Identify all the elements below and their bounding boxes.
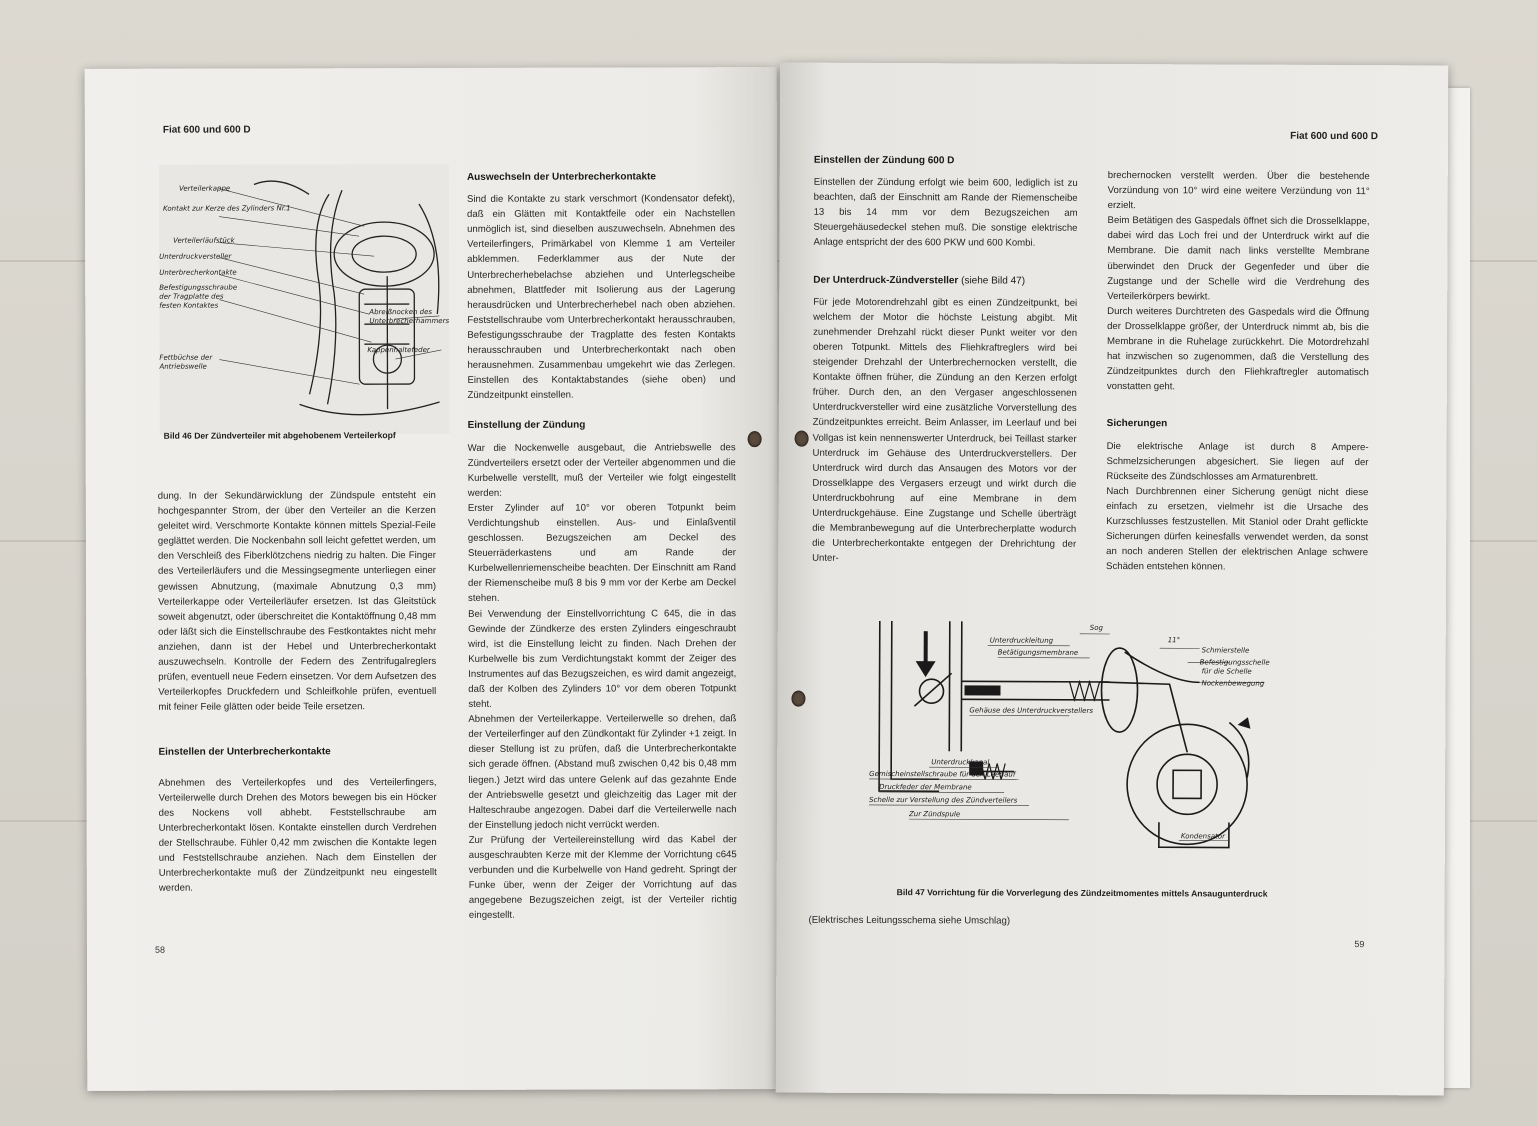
running-head: Fiat 600 und 600 D <box>1290 130 1378 143</box>
fig47-label: Betätigungsmembrane <box>997 648 1079 657</box>
page-number: 58 <box>154 944 165 955</box>
left-page <box>85 67 780 1091</box>
fig47-label: Druckfeder der Membrane <box>879 782 972 792</box>
left-column-2 <box>467 169 737 923</box>
fig47-label: Zur Zündspule <box>908 810 961 819</box>
fig46-label: Unterbrecherkontakte <box>159 268 237 277</box>
fig46-label: Unterdruckversteller <box>159 252 232 261</box>
right-column-2 <box>1106 168 1370 575</box>
right-page <box>776 63 1448 1096</box>
fig47-label: Gehäuse des Unterdruckverstellers <box>969 706 1094 715</box>
section-heading: Einstellen der Unterbrecherkontakte <box>158 746 331 759</box>
punch-hole <box>791 691 805 707</box>
paragraph: Abnehmen der Verteilerkappe. Verteilerwelle so drehen, daß der Verteilerfinger auf den Zündkontakt für Zylinder +1 zeigt. In dieser Stellung ist zu prüfen, daß die Unterbrecherkontakte sich gerade öffnen. (Abstand muß zwischen 0,42 bis 0,48 mm liegen.) Jetzt wird das untere Gelenk auf das gezahnte Ende der Antriebswelle gesetzt und gleichzeitig das Lager mit der Halteschraube angezogen. Dabei darf die Verteilerwelle nach der Einstellung jedoch nicht verrückt werden. <box>468 713 737 831</box>
section-heading: Einstellen der Zündung 600 D <box>813 154 955 167</box>
fig47-label: Kondensator <box>1180 832 1225 841</box>
page-number: 59 <box>1354 939 1365 950</box>
paragraph: dung. In der Sekundärwicklung der Zündspule entsteht ein hochgespannter Strom, der über den Verteiler an die Kerzen geleitet wird. Verschmorte Kontakte können mittels Spezial-Feile geglättet werden. Die Nockenbahn soll leicht gefettet werden, um den Verschleiß des Fiberklötzchens niedrig zu halten. Die Finger des Verteilerläufers und die Messingsegmente unterliegen einer gewissen Abnutzung, (maximale Abnutzung 0,3 mm) Verteilerkappe oder Verteilerläufer ersetzen. Ist das Gleitstück soweit abgenutzt, oder überschreitet die Kontaktöffnung 0,48 mm oder läßt sich die Einstellschraube des Festkontaktes nicht mehr anziehen, dann ist der Hebel und Unterbrecherkontakt auszuwechseln. Kontrolle der Federn des Zentrifugalreglers prüfen, eventuell neue Federn einsetzen. Vor dem Aufsetzen des Verteilerkopfes Druckfedern und Schleifkohle prüfen, eventuell mit feiner Feile glätten oder beide Teile ersetzen. <box>157 489 437 714</box>
fig46-label: Abreißnocken des <box>369 307 433 317</box>
fig47-label: Gemischeinstellschraube für den Leerlauf <box>869 769 1016 779</box>
punch-hole <box>795 431 809 447</box>
fig47-label: Unterdruckkanal <box>931 758 990 767</box>
fig46-label: der Tragplatte des <box>159 292 224 301</box>
section-heading <box>813 272 1077 288</box>
figure-47-vacuum-advance <box>869 611 1290 853</box>
fig46-label: Fettbüchse der <box>159 353 213 362</box>
right-column-1 <box>812 153 1078 567</box>
heading-main: Der Unterdruck-Zündversteller <box>813 274 959 286</box>
fig47-label: Schelle zur Verstellung des Zündverteilers <box>869 795 1018 805</box>
figure-46-distributor <box>159 164 450 435</box>
punch-hole <box>748 431 762 447</box>
fig46-label: festen Kontaktes <box>159 301 219 310</box>
paragraph: Für jede Motorendrehzahl gibt es einen Zündzeitpunkt, bei welchem der Motor die höchste Leistung abgibt. Mit zunehmender Drehzahl rückt dieser Punkt weiter vor den oberen Totpunkt. Mittels des Fliehkraftreglers wird bei steigender Drehzahl der Unterbrechernocken verstellt, die Kontakte öffnen früher, die Zündung an den Kerzen erfolgt früher. Durch den, an den Vergaser angeschlossenen Unterdruckversteller wird eine zusätzliche Vorverstellung des Zündzeitpunktes erreicht. Beim Anlasser, im Leerlauf und bei Vollgas ist kein nennenswerter Unterdruck, bei Teillast starker Unterdruck im Gehäuse des Unterdruckverstellers. Der Unterdruck wird durch das Ansaugen des Motors vor der Drosselklappe des Vergasers erzeugt und wirkt durch die Unterdruckbohrung auf eine Membrane in dem Unterdruckgehäuse. Eine Zugstange und Schelle überträgt die Membranbewegung auf die Unterbrecherplatte wodurch die Unterbrecherkontakte entgegen der Drehrichtung der Unter- <box>812 296 1078 565</box>
paragraph: Zur Prüfung der Verteilereinstellung wird das Kabel der ausgeschraubten Kerze mit der Klemme der Vorrichtung c645 verbunden und die Kurbelwelle von Hand gedreht. Springt der Funke über, wenn der Zeiger der Vorrichtung auf das angegebene Bezugszeichen zeigt, ist der Verteiler richtig eingestellt. <box>468 834 737 922</box>
fig47-label: Nockenbewegung <box>1201 679 1265 688</box>
fig47-label: Unterdruckleitung <box>989 636 1054 645</box>
section-heading: Einstellung der Zündung <box>467 420 586 432</box>
heading-suffix: (siehe Bild 47) <box>958 274 1026 287</box>
paragraph: Nach Durchbrennen einer Sicherung genügt nicht diese einfach zu ersetzen, vielmehr ist die Ursache des Kurzschlusses festzustellen. Mit Staniol oder Draht geflickte Sicherungen dürfen keinesfalls verwendet werden, da sonst an noch anderen Stellen der elektrischen Anlage schwere Schäden entstehen können. <box>1106 485 1369 573</box>
fig46-label: Kappenhaltefeder <box>367 346 430 355</box>
fig46-label: Unterbrecherhammers <box>369 316 450 326</box>
footnote: (Elektrisches Leitungsschema siehe Umschlag) <box>808 914 1011 927</box>
figure-46-caption: Bild 46 Der Zündverteiler mit abgehobenem Verteilerkopf <box>163 430 396 441</box>
paragraph: Einstellen der Zündung erfolgt wie beim 600, lediglich ist zu beachten, daß der Einschnitt am Rande der Riemenscheibe 13 bis 14 mm vor dem Bezugszeichen am Steuergehäusedeckel stehen muß. Die sonstige elektrische Anlage entspricht der des 600 PKW und 600 Kombi. <box>813 176 1078 250</box>
section-heading: Auswechseln der Unterbrecherkontakte <box>466 171 656 183</box>
figure-47-caption: Bild 47 Vorrichtung für die Vorverlegung des Zündzeitmomentes mittels Ansaugunterdruck <box>896 887 1268 899</box>
paragraph: brechernocken verstellt werden. Über die bestehende Vorzündung von 10° wird eine weitere Verzündung von 11° erzielt. <box>1107 169 1370 212</box>
fig46-label: Befestigungsschraube <box>159 283 238 292</box>
paragraph: Bei Verwendung der Einstellvorrichtung C 645, die in das Gewinde der Zündkerze des ersten Zylinders eingeschraubt wird, ist die Einstellung leicht zu finden. Nach Drehen der Kurbelwelle bis zum Verdichtungstakt kommt der Zeiger des Instrumentes auf das Bezugszeichen, es wird damit angezeigt, daß der Kolben des Zylinders 10° vor dem oberen Totpunkt steht. <box>468 607 737 710</box>
left-column-1 <box>158 488 437 896</box>
paragraph: Sind die Kontakte zu stark verschmort (Kondensator defekt), daß ein Glätten mit Kontaktfeile oder ein Nachstellen unmöglich ist, sind dieselben auszuwechseln. Abnehmen des Verteilerfingers, Primärkabel von Klemme 1 am Verteiler abklemmen. Federklammer aus der Nute der Unterbrecherhebelachse abziehen und Unterlegscheibe abnehmen, Blattfeder mit Isolierung aus der Lagerung herausdrücken und Unterbrecherhebel nach oben abziehen. Feststellschraube vom Unterbrecherkontakt herausschrauben, Befestigungsschraube der Tragplatte des festen Kontakts herausschrauben und Unterbrecherkontakt nach oben herausnehmen. Zusammenbau umgekehrt wie das Zerlegen. Einstellen des Kontaktabstandes (siehe oben) und Zündzeitpunkt einstellen. <box>466 193 736 402</box>
fig47-label: Sog <box>1089 623 1103 632</box>
fig47-label: Schmierstelle <box>1201 646 1250 655</box>
paragraph: Die elektrische Anlage ist durch 8 Ampere-Schmelzsicherungen abgesichert. Sie liegen auf der Rückseite des Zündschlosses am Armaturenbrett. <box>1106 440 1369 483</box>
fig47-label: Befestigungsschelle <box>1199 658 1270 667</box>
fig46-label: Antriebswelle <box>159 362 207 371</box>
running-head: Fiat 600 und 600 D <box>162 124 251 136</box>
section-heading: Sicherungen <box>1106 418 1168 430</box>
fig46-label: Verteilerläufstück <box>173 236 235 245</box>
fig46-label: Verteilerkappe <box>178 184 231 193</box>
paragraph: Durch weiteres Durchtreten des Gaspedals wird die Öffnung der Drosselklappe größer, der Unterdruck nimmt ab, bis die Membrane in die Ruhelage zurückkehrt. Die Motordrehzahl hat inzwischen so zugenommen, daß die Verstellung des Zündzeitpunktes durch den Fliehkraftregler automatisch vonstatten geht. <box>1106 305 1370 393</box>
paragraph: Abnehmen des Verteilerkopfes und des Verteilerfingers, Verteilerwelle durch Drehen des Motors bewegen bis ein Höcker des Nockens voll abhebt. Feststellschraube am Unterbrecherkontakt lösen. Kontakte einstellen durch Verdrehen der Stellschraube. Fühler 0,42 mm zwischen die Kontakte legen und Feststellschraube anziehen. Nach dem Einstellen der Unterbrecherkontakte muß der Zündzeitpunkt neu eingestellt werden. <box>158 776 437 894</box>
paragraph: Beim Betätigen des Gaspedals öffnet sich die Drosselklappe, dabei wird das Loch frei und der Unterdruck wirkt auf die Membrane. Die damit nach links verstellte Membrane überwindet den Druck der Gegenfeder und über die Zugstange und der Schelle wird die Verdrehung des Verteilerkörpers bewirkt. <box>1107 215 1370 303</box>
fig47-label: für die Schelle <box>1201 667 1252 676</box>
paragraph: War die Nockenwelle ausgebaut, die Antriebswelle des Zündverteilers ersetzt oder der Verteiler abgenommen und die Kurbelwelle verstellt, muß der Verteiler wie folgt eingestellt werden: <box>467 441 736 499</box>
paragraph: Erster Zylinder auf 10° vor oberen Totpunkt beim Verdichtungshub einstellen. Aus- und Einlaßventil geschlossen. Bezugszeichen am Deckel des Steuerräderkastens und am Rande der Kurbelwellenriemenscheibe beachten. Der Einschnitt am Rand der Riemenscheibe muß 8 bis 9 mm vor der Kerbe am Deckel stehen. <box>467 502 737 605</box>
fig46-label: Kontakt zur Kerze des Zylinders Nr.1 <box>163 204 291 213</box>
fig47-label: 11° <box>1167 636 1181 645</box>
